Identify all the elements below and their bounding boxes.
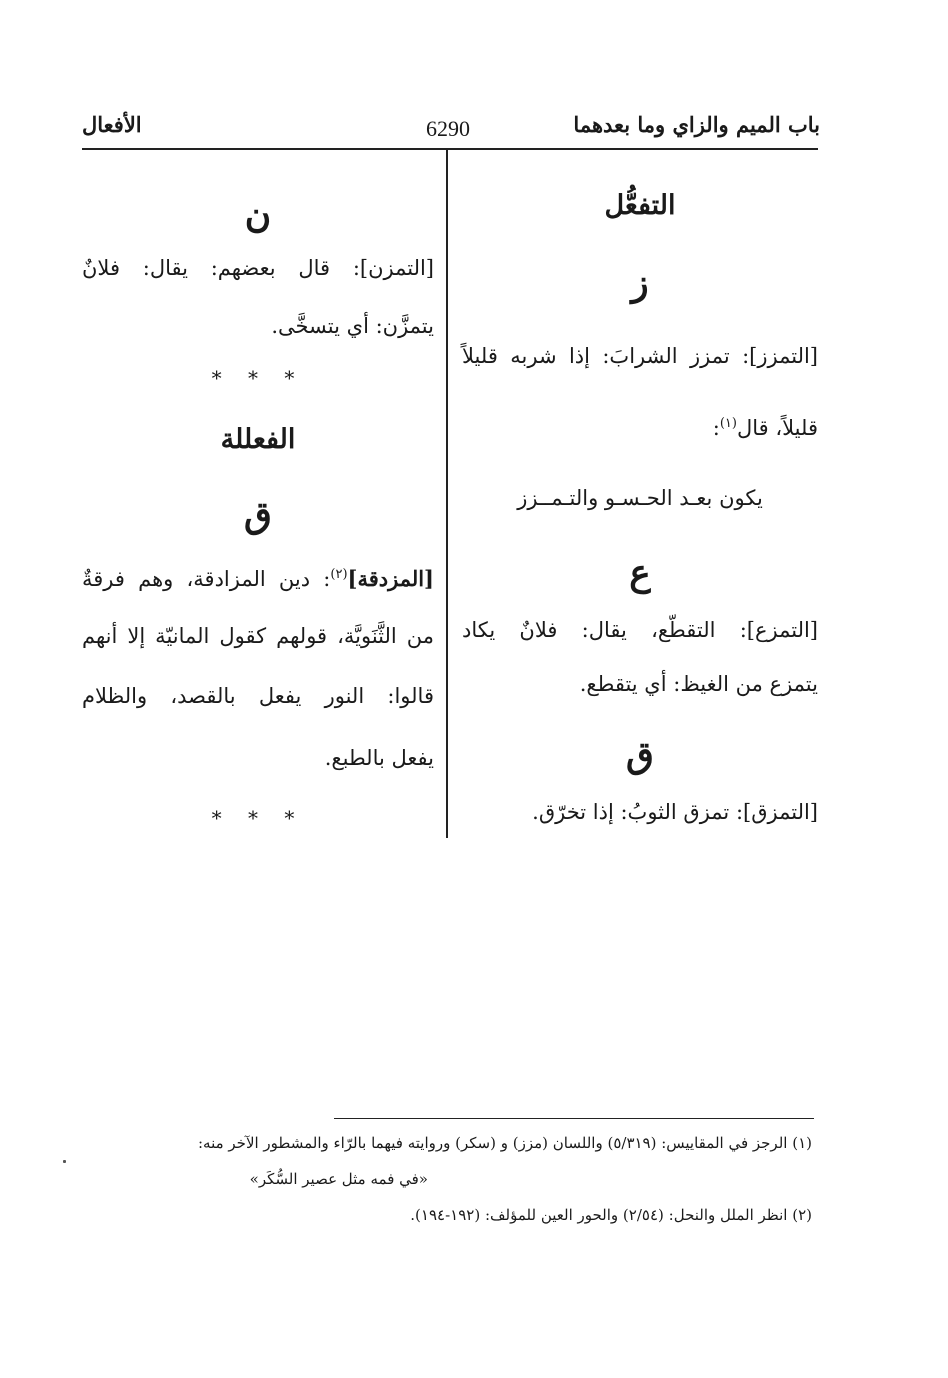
entry-muzdaqa-line1-rest: : دين المزادقة، وهم فرقةٌ [82, 567, 331, 591]
entry-muzdaqa-headword: [المزدقة] [347, 566, 434, 591]
section-separator-stars: * * * [211, 366, 305, 390]
entry-tamazzu-line2: يتمزع من الغيظ: أي يتقطع. [579, 672, 818, 696]
section-separator-stars-end: * * * [211, 806, 305, 830]
footnote-2: (٢) انظر الملل والنحل: (٢/٥٤) والحور العين للمؤلف: (١٩٢-١٩٤). [410, 1206, 812, 1224]
letter-heading-qaf-right: ق [626, 734, 654, 776]
verse-line: يكون بعـد الحـسـو والتـمــزز [517, 486, 763, 510]
entry-muzdaqa-line2: من الثَّنَويَّة، قولهم كقول المانيّة إلا أنهم [82, 624, 434, 648]
footnote-ref-2: (٢) [330, 567, 348, 582]
footnote-rule [334, 1118, 814, 1119]
running-header-section: الأفعال [82, 112, 142, 137]
letter-heading-nun: ن [244, 194, 272, 236]
footnote-1-line2: «في فمه مثل عصير السُّكَر» [249, 1170, 428, 1188]
letter-heading-zay: ز [631, 262, 649, 304]
letter-heading-qaf-left: ق [244, 494, 272, 536]
footnote-ref-1: (١) [719, 416, 737, 431]
entry-tamazzuz-line1: [التمزز]: تمزز الشرابَ: إذا شربه قليلاً [462, 344, 818, 368]
entry-tamazzun-line1: [التمزن]: قال بعضهم: يقال: فلانٌ [82, 256, 434, 280]
entry-tamazzuz-line2-end: : [712, 416, 720, 440]
entry-muzdaqa-line3: قالوا: النور يفعل بالقصد، والظلام [82, 684, 434, 708]
section-title-tafaul: التفعُّل [604, 190, 676, 221]
entry-muzdaqa-line1 [82, 566, 434, 592]
entry-tamazzuq-line1: [التمزق]: تمزق الثوبُ: إذا تخرّق. [532, 800, 818, 824]
entry-tamazzu-line1: [التمزع]: التقطّع، يقال: فلانٌ يكاد [462, 618, 818, 642]
entry-tamazzuz-line2 [462, 416, 818, 441]
page-number: 6290 [426, 116, 470, 141]
entry-tamazzuz-line2-text: قليلاً، قال [736, 416, 818, 440]
scan-speck [63, 1160, 66, 1163]
entry-muzdaqa-line4: يفعل بالطبع. [324, 746, 434, 770]
section-title-faalala: الفعللة [220, 424, 296, 455]
column-divider [446, 150, 448, 838]
letter-heading-ayn: ع [629, 552, 651, 594]
entry-tamazzun-line2: يتمزَّن: أي يتسخَّى. [271, 314, 434, 338]
footnote-1-line1: (١) الرجز في المقاييس: (٥/٣١٩) واللسان (مزز) و (سكر) وروايته فيهما بالرّاء والمشطور الآخر منه: [197, 1134, 812, 1152]
header-rule [82, 148, 818, 150]
running-header-chapter: باب الميم والزاي وما بعدهما [573, 112, 820, 137]
